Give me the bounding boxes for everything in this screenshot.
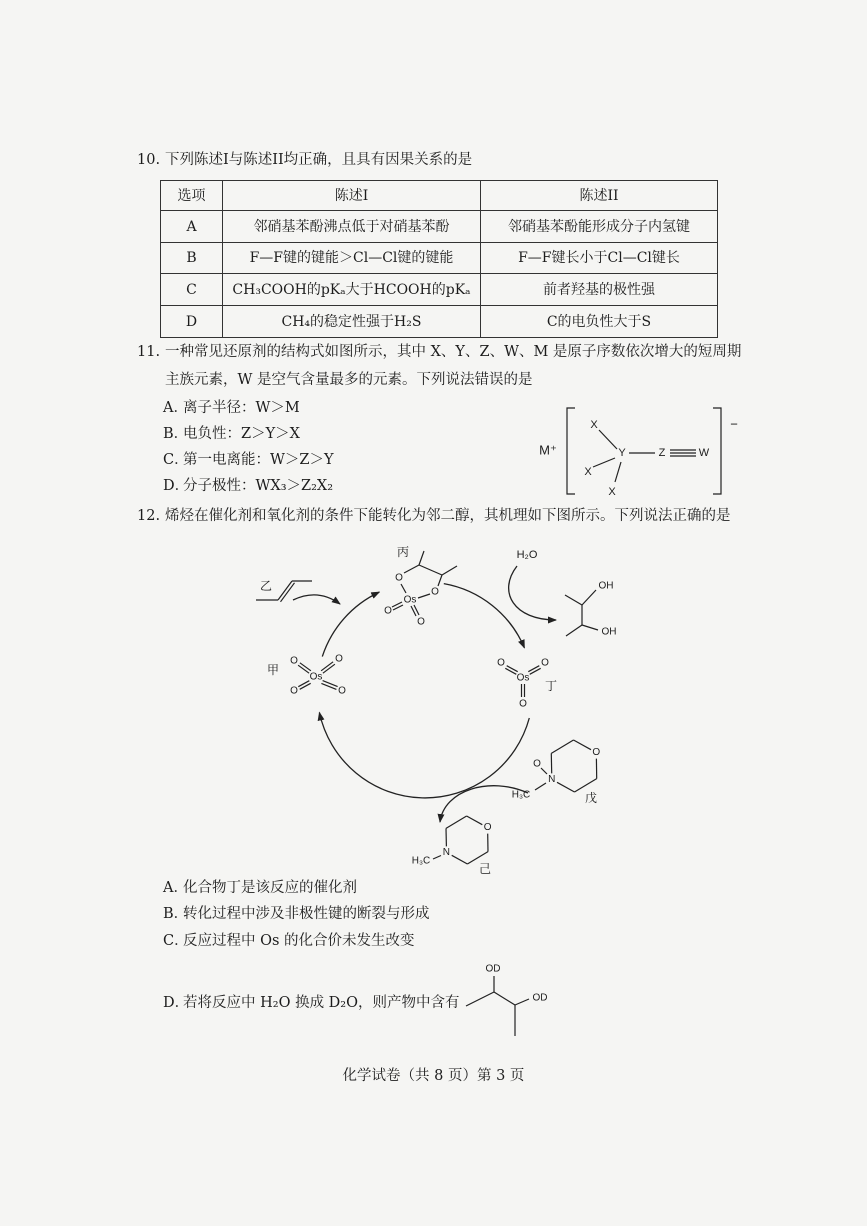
bond (515, 999, 529, 1005)
q12-mechanism-diagram (240, 535, 660, 880)
q12-option-a (163, 879, 357, 897)
cation-label: M⁺ (539, 442, 557, 458)
compound-label-jia: 甲 (266, 663, 280, 677)
option-text: 离子半径：W＞M (183, 400, 300, 416)
row-statement-1: F—F键的键能＞Cl—Cl键的键能 (223, 243, 481, 274)
alkene-entry-arrow (293, 595, 340, 604)
option-text: 分子极性：WX₃＞Z₂X₂ (183, 478, 334, 494)
atom-label: Os (403, 594, 417, 606)
bond (438, 575, 442, 586)
atom-x-top: X (590, 419, 598, 431)
double-bond-line (530, 668, 541, 674)
header-statement-2: 陈述II (481, 181, 718, 211)
option-text: 化合物丁是该反应的催化剂 (183, 880, 357, 896)
q11-stem-line-1: 一种常见还原剂的结构式如图所示，其中 X、Y、Z、W、M 是原子序数依次增大的短周期 (165, 344, 742, 360)
bond (404, 565, 419, 573)
atom-x-left: X (584, 466, 592, 478)
alkene-double-bond (278, 581, 292, 600)
table-row (161, 274, 718, 306)
bond-y-x-top (599, 430, 617, 449)
ring-bond (575, 779, 597, 792)
atom-label: O (395, 572, 403, 584)
row-statement-1: 邻硝基苯酚沸点低于对硝基苯酚 (223, 211, 481, 243)
atom-label: Os (516, 672, 530, 684)
double-bond-line (300, 663, 311, 671)
option-label: A． (163, 880, 188, 896)
bond-y-x-left (593, 458, 615, 467)
option-text: 转化过程中涉及非极性键的断裂与形成 (183, 906, 430, 922)
atom-x-bottom: X (608, 486, 616, 498)
ring-bond (551, 740, 573, 753)
double-bond-line (298, 681, 309, 687)
atom-label: OD (532, 992, 548, 1004)
row-statement-1: CH₃COOH的pKₐ大于HCOOH的pKₐ (223, 274, 481, 306)
hydrolysis-arrow (509, 566, 556, 620)
atom-label: O (431, 586, 439, 598)
n-oxide-bond (541, 768, 547, 774)
row-statement-2: C的电负性大于S (481, 306, 718, 338)
bond (466, 992, 494, 1006)
compound-label-ding: 丁 (544, 679, 558, 693)
double-bond-line (507, 666, 518, 672)
atom-y: Y (618, 447, 626, 459)
bond (566, 625, 582, 636)
option-label: B． (163, 906, 189, 922)
cycle-arrow-jia-to-bing (322, 592, 379, 657)
option-label: D． (163, 478, 190, 494)
bond (494, 992, 515, 1005)
q11-option-b (163, 425, 300, 443)
q12-option-d (163, 994, 460, 1012)
bond-y-x-bottom (615, 462, 621, 482)
double-bond-line (323, 681, 338, 687)
option-text: 第一电离能：W＞Z＞Y (183, 452, 334, 468)
double-bond-line (321, 683, 336, 689)
q12-option-b (163, 905, 430, 923)
double-bond-line (300, 683, 311, 689)
atom-label: O (519, 698, 527, 710)
q12-stem: 烯烃在催化剂和氧化剂的条件下能转化为邻二醇，其机理如下图所示。下列说法正确的是 (165, 508, 731, 524)
q11-stem-line-2: 主族元素，W 是空气含量最多的元素。下列说法错误的是 (165, 372, 533, 388)
right-bracket (713, 408, 721, 494)
atom-label: N (442, 846, 451, 858)
ring-bond (446, 816, 467, 828)
option-text: 电负性：Z＞Y＞X (183, 426, 300, 442)
bond (419, 551, 424, 565)
atom-label: O (497, 657, 505, 669)
option-label: A． (163, 400, 188, 416)
cycle-arrow-bing-to-ding (444, 584, 525, 648)
table-header-row (161, 181, 718, 211)
alkene-double-bond (281, 583, 295, 602)
bond (582, 625, 598, 630)
atom-label: O (290, 655, 298, 667)
reagent-water-label: H₂O (516, 549, 538, 561)
compound-label-ji: 己 (478, 862, 492, 876)
q11-number: 11. (137, 344, 161, 360)
atom-w: W (698, 447, 710, 459)
bond (401, 584, 406, 593)
atom-label: O (290, 685, 298, 697)
atom-label: O (384, 605, 392, 617)
atom-label: N (548, 773, 556, 785)
row-statement-2: F—F键长小于Cl—Cl键长 (481, 243, 718, 274)
option-label: B． (163, 426, 189, 442)
double-bond-line (505, 668, 516, 674)
row-option: D (161, 306, 223, 338)
q10-stem: 下列陈述I与陈述II均正确，且具有因果关系的是 (165, 152, 473, 168)
q12-number: 12. (137, 508, 161, 524)
q12-option-d-structure (455, 955, 565, 1045)
q11-option-c (163, 451, 334, 469)
compound-label-bing: 丙 (396, 545, 410, 559)
option-label: D． (163, 995, 190, 1011)
atom-label: OH (598, 580, 614, 592)
option-text: 反应过程中 Os 的化合价未发生改变 (183, 933, 415, 949)
ring-bond (557, 782, 575, 792)
compound-label-yi: 乙 (259, 579, 273, 593)
atom-z: Z (658, 447, 666, 459)
anion-charge: − (730, 416, 738, 432)
methyl-bond (535, 783, 546, 790)
atom-label: O (417, 616, 425, 628)
row-option: A (161, 211, 223, 243)
atom-label: H₃C (411, 855, 431, 867)
option-text: 若将反应中 H₂O 换成 D₂O，则产物中含有 (183, 995, 460, 1011)
atom-label: Os (309, 671, 323, 683)
atom-label: O (533, 758, 541, 770)
row-statement-2: 邻硝基苯酚能形成分子内氢键 (481, 211, 718, 243)
atom-label: H₃C (511, 789, 531, 801)
q11-structure-figure (530, 395, 750, 505)
double-bond-line (298, 665, 309, 673)
bond (419, 565, 442, 575)
header-option: 选项 (161, 181, 223, 211)
atom-label: O (592, 747, 601, 759)
atom-label: O (541, 657, 549, 669)
table-row (161, 243, 718, 274)
methyl-bond (433, 856, 441, 860)
bond (442, 566, 457, 575)
atom-label: OH (601, 626, 617, 638)
q12-option-c (163, 932, 415, 950)
q11-option-a (163, 399, 300, 417)
q10-table (160, 180, 718, 338)
table-row (161, 211, 718, 243)
atom-label: O (335, 653, 343, 665)
page-footer: 化学试卷（共 8 页）第 3 页 (342, 1068, 525, 1084)
double-bond-line (528, 666, 539, 672)
left-bracket (567, 408, 575, 494)
compound-label-wu: 戊 (584, 791, 598, 805)
atom-label: O (338, 685, 346, 697)
row-statement-1: CH₄的稳定性强于H₂S (223, 306, 481, 338)
bond (418, 594, 430, 598)
row-statement-2: 前者羟基的极性强 (481, 274, 718, 306)
bond (565, 595, 582, 605)
q10-number: 10. (137, 152, 161, 168)
option-label: C． (163, 933, 189, 949)
ring-bond (452, 855, 468, 864)
header-statement-1: 陈述I (223, 181, 481, 211)
row-option: C (161, 274, 223, 306)
row-option: B (161, 243, 223, 274)
table-row (161, 306, 718, 338)
cycle-arrow-ding-to-jia (319, 713, 529, 798)
ring-bond (467, 816, 483, 825)
bond (582, 590, 596, 605)
q11-option-d (163, 477, 333, 495)
atom-label: O (483, 822, 492, 834)
option-label: C． (163, 452, 189, 468)
atom-label: OD (485, 963, 501, 975)
ring-bond (574, 740, 592, 750)
